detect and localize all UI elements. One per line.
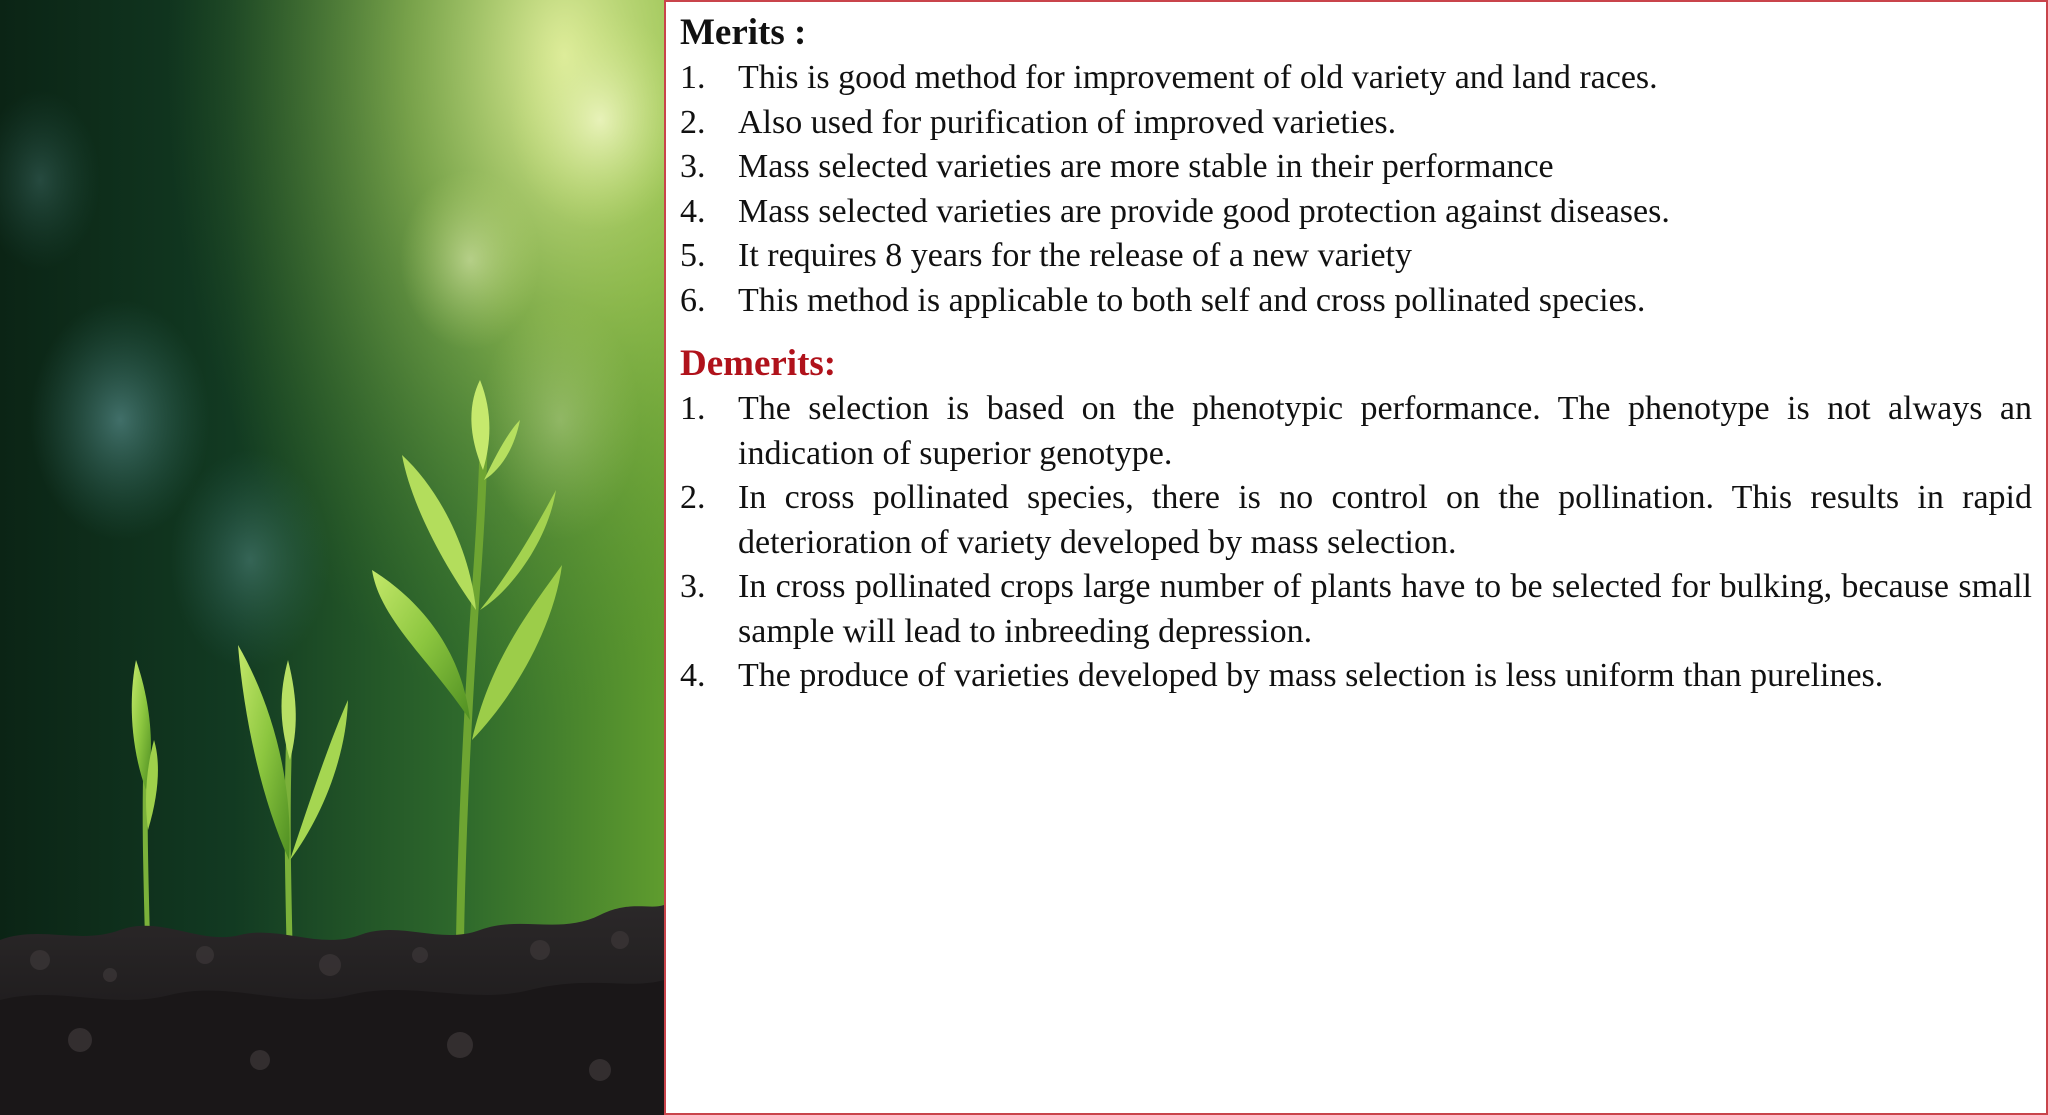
item-number: 1.	[680, 59, 706, 96]
list-item	[680, 101, 2032, 146]
seedlings-photo	[0, 0, 664, 1115]
item-number: 1.	[680, 390, 706, 427]
merits-heading: Merits :	[680, 12, 807, 53]
list-item	[680, 476, 2032, 565]
item-number: 2.	[680, 479, 706, 516]
item-text: Also used for purification of improved varieties.	[738, 103, 1397, 141]
list-item	[680, 279, 2032, 324]
item-number: 5.	[680, 237, 706, 274]
demerits-list	[680, 387, 2032, 699]
item-text: The selection is based on the phenotypic performance. The phenotype is not always an indication of superior genotype.	[738, 390, 2032, 472]
item-number: 3.	[680, 568, 706, 605]
item-number: 6.	[680, 281, 706, 319]
item-text: In cross pollinated crops large number of plants have to be selected for bulking, because small sample will lead to inbreeding depression.	[738, 568, 2032, 650]
item-text: Mass selected varieties are more stable in their performance	[738, 148, 1554, 185]
list-item	[680, 654, 2032, 699]
item-text: This is good method for improvement of old variety and land races.	[738, 59, 1658, 96]
content-panel	[664, 0, 2048, 1115]
list-item	[680, 234, 2032, 279]
item-number: 4.	[680, 657, 706, 694]
list-item	[680, 190, 2032, 235]
item-text: In cross pollinated species, there is no control on the pollination. This results in rapid deterioration of variety developed by mass selection.	[738, 479, 2032, 561]
item-number: 2.	[680, 103, 706, 141]
item-text: This method is applicable to both self and cross pollinated species.	[738, 281, 1646, 319]
item-text: It requires 8 years for the release of a new variety	[738, 237, 1413, 274]
item-text: The produce of varieties developed by mass selection is less uniform than purelines.	[738, 657, 1884, 694]
item-number: 3.	[680, 148, 706, 185]
merits-list	[680, 56, 2032, 323]
list-item	[680, 145, 2032, 190]
list-item	[680, 565, 2032, 654]
item-text: Mass selected varieties are provide good protection against diseases.	[738, 192, 1670, 230]
item-number: 4.	[680, 192, 706, 230]
list-item	[680, 387, 2032, 476]
demerits-heading: Demerits:	[680, 343, 837, 384]
list-item	[680, 56, 2032, 101]
